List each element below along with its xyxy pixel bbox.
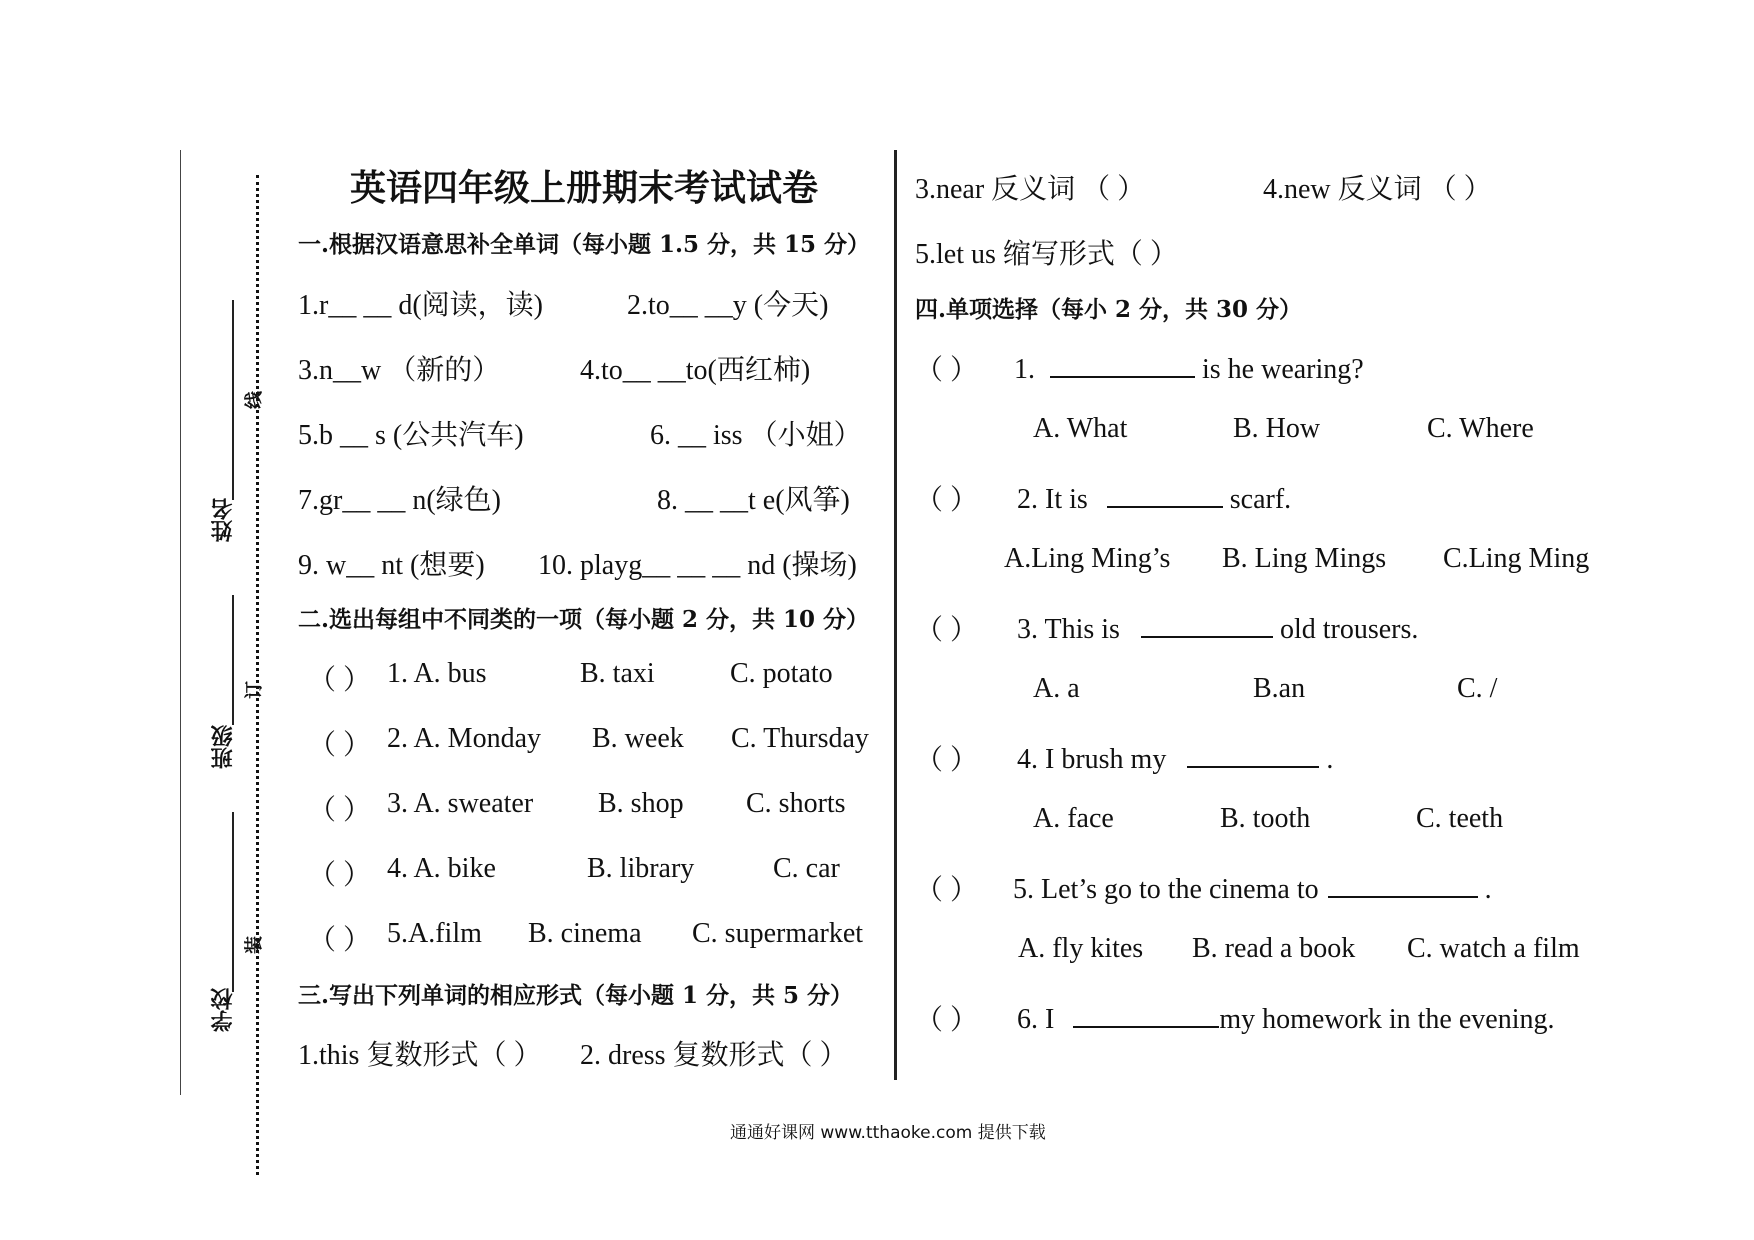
answer-blank[interactable] <box>1050 348 1195 378</box>
s3-q5: 5.let us 缩写形式（ ） <box>915 239 1178 270</box>
answer-blank[interactable] <box>1073 998 1219 1028</box>
option-b: B. tooth <box>1220 803 1311 834</box>
option-c: C.Ling Ming <box>1443 543 1590 574</box>
question-text: 5. Let’s go to the cinema to <box>1013 874 1319 905</box>
mark-line-char: 线 <box>244 391 265 409</box>
option-c: C. Thursday <box>731 723 869 754</box>
option-a: 1. A. bus <box>387 658 487 689</box>
question-text: 3. This is <box>1017 614 1120 645</box>
option-c: C. watch a film <box>1407 933 1580 964</box>
question-text: 2. It is <box>1017 484 1088 515</box>
option-c: C. Where <box>1427 413 1534 444</box>
section3-heading: 三.写出下列单词的相应形式（每小题 1 分，共 5 分） <box>298 982 854 1009</box>
answer-paren[interactable]: （ ） <box>915 485 979 516</box>
left-margin-line <box>180 150 181 1095</box>
question-text: 6. I <box>1017 1004 1055 1035</box>
question-text-end: old trousers. <box>1279 614 1419 645</box>
s1-q8: 8. __ __t e(风筝) <box>657 485 850 516</box>
answer-blank[interactable] <box>1107 478 1223 508</box>
question-text-end: scarf. <box>1229 484 1292 515</box>
answer-paren[interactable]: （ ） <box>308 665 372 696</box>
answer-paren[interactable]: （ ） <box>915 615 979 646</box>
option-a: A. face <box>1033 803 1114 834</box>
question-text-end: . <box>1326 744 1334 775</box>
s3-q4: 4.new 反义词 （ ） <box>1263 174 1492 205</box>
class-write-line[interactable] <box>232 595 234 725</box>
answer-paren[interactable]: （ ） <box>915 875 979 906</box>
question-text: 1. <box>1014 354 1035 385</box>
option-a: 4. A. bike <box>387 853 496 884</box>
s1-q1: 1.r__ __ d(阅读，读) <box>298 290 543 321</box>
option-b: B. taxi <box>580 658 655 689</box>
answer-paren[interactable]: （ ） <box>308 795 372 826</box>
binding-dotted-line <box>256 175 259 1175</box>
answer-blank[interactable] <box>1328 868 1478 898</box>
answer-paren[interactable]: （ ） <box>308 925 372 956</box>
option-a: A.Ling Ming’s <box>1004 543 1171 574</box>
question-text-end: . <box>1484 874 1492 905</box>
mark-ding-char: 订 <box>244 681 265 699</box>
option-a: A. a <box>1033 673 1080 704</box>
answer-blank[interactable] <box>1187 738 1319 768</box>
answer-blank[interactable] <box>1141 608 1273 638</box>
option-b: B. Ling Mings <box>1222 543 1387 574</box>
s3-q3: 3.near 反义词 （ ） <box>915 174 1146 205</box>
s3-q2: 2. dress 复数形式（ ） <box>580 1040 848 1071</box>
option-c: C. shorts <box>746 788 846 819</box>
s1-q10: 10. playg__ __ __ nd (操场) <box>538 550 857 581</box>
option-b: B. shop <box>598 788 684 819</box>
class-label: 班级 <box>211 725 236 769</box>
option-c: C. potato <box>730 658 833 689</box>
s1-q3: 3.n__w （新的） <box>298 355 501 386</box>
s3-q1: 1.this 复数形式（ ） <box>298 1040 542 1071</box>
answer-paren[interactable]: （ ） <box>308 860 372 891</box>
exam-title: 英语四年级上册期末考试试卷 <box>350 167 819 209</box>
option-a: 2. A. Monday <box>387 723 541 754</box>
answer-paren[interactable]: （ ） <box>915 355 979 386</box>
footer-source: 通通好课网 www.tthaoke.com 提供下载 <box>730 1123 1046 1143</box>
school-write-line[interactable] <box>232 812 234 992</box>
option-a: A. What <box>1033 413 1128 444</box>
answer-paren[interactable]: （ ） <box>915 1005 979 1036</box>
option-c: C. teeth <box>1416 803 1504 834</box>
question-text: 4. I brush my <box>1017 744 1167 775</box>
name-write-line[interactable] <box>232 300 234 500</box>
option-b: B. cinema <box>528 918 642 949</box>
s1-q5: 5.b __ s (公共汽车) <box>298 420 524 451</box>
option-b: B. library <box>587 853 695 884</box>
section4-heading: 四.单项选择（每小 2 分，共 30 分） <box>915 296 1303 323</box>
s1-q6: 6. __ iss （小姐） <box>650 420 862 451</box>
name-label: 姓名 <box>211 498 236 542</box>
option-b: B.an <box>1253 673 1306 704</box>
option-a: 3. A. sweater <box>387 788 534 819</box>
s1-q9: 9. w__ nt (想要) <box>298 550 485 581</box>
column-divider <box>894 150 897 1080</box>
question-text-end: my homework in the evening. <box>1219 1004 1555 1035</box>
option-c: C. / <box>1457 673 1498 704</box>
school-label: 学校 <box>211 988 236 1032</box>
section2-heading: 二.选出每组中不同类的一项（每小题 2 分，共 10 分） <box>298 606 870 633</box>
section1-heading: 一.根据汉语意思补全单词（每小题 1.5 分，共 15 分） <box>298 231 871 258</box>
question-text-end: is he wearing? <box>1202 354 1364 385</box>
option-c: C. supermarket <box>692 918 864 949</box>
option-a: 5.A.film <box>387 918 482 949</box>
option-c: C. car <box>773 853 840 884</box>
option-b: B. read a book <box>1192 933 1356 964</box>
mark-zhuang-char: 装 <box>244 936 265 954</box>
option-b: B. How <box>1233 413 1321 444</box>
answer-paren[interactable]: （ ） <box>915 745 979 776</box>
option-b: B. week <box>592 723 684 754</box>
s1-q4: 4.to__ __to(西红柿) <box>580 355 811 386</box>
s1-q7: 7.gr__ __ n(绿色) <box>298 485 501 516</box>
answer-paren[interactable]: （ ） <box>308 730 372 761</box>
s1-q2: 2.to__ __y (今天) <box>627 290 829 321</box>
option-a: A. fly kites <box>1018 933 1144 964</box>
